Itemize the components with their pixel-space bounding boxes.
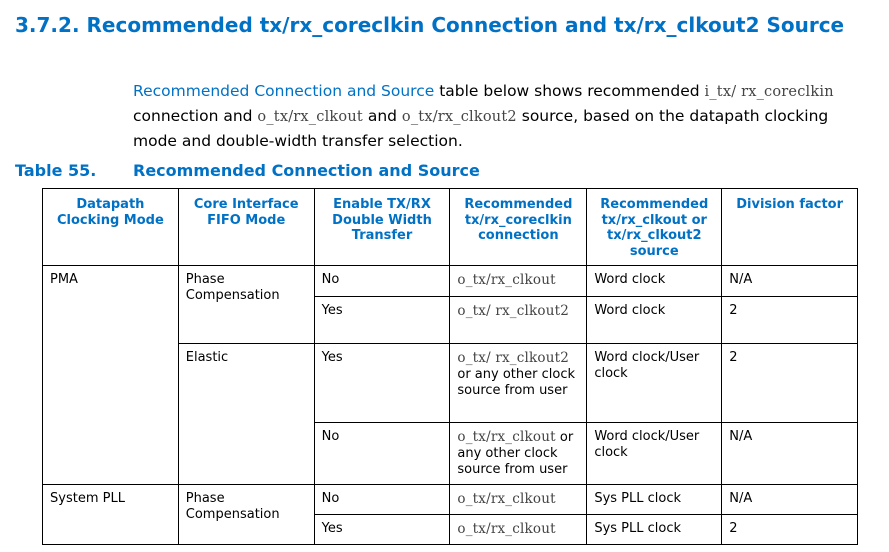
- division-cell: 2: [722, 515, 858, 545]
- intro-text-2: connection and: [133, 107, 258, 125]
- clocking-mode-cell: System PLL: [43, 485, 179, 545]
- clocking-mode-cell: PMA: [43, 266, 179, 485]
- section-title: Recommended tx/rx_coreclkin Connection and tx/rx_clkout2 Source: [86, 13, 845, 37]
- source-cell: Word clock: [587, 297, 722, 344]
- table-caption: [15, 161, 480, 181]
- connection-cell: [450, 515, 587, 545]
- connection-cell: [450, 485, 587, 515]
- connection-code: o_tx/rx_clkout: [457, 491, 556, 507]
- double-width-cell: No: [314, 423, 450, 485]
- double-width-cell: Yes: [314, 515, 450, 545]
- section-number: 3.7.2.: [15, 13, 80, 37]
- double-width-cell: Yes: [314, 344, 450, 423]
- intro-code-clkout2: o_tx/rx_clkout2: [401, 109, 517, 125]
- section-heading: [15, 13, 875, 38]
- connection-cell: [450, 344, 587, 423]
- column-header: Datapath Clocking Mode: [43, 189, 179, 266]
- column-header: Core Interface FIFO Mode: [178, 189, 314, 266]
- intro-paragraph: [133, 79, 873, 153]
- fifo-mode-cell: Phase Compensation: [178, 266, 314, 344]
- connection-code: o_tx/ rx_clkout2: [457, 350, 570, 366]
- fifo-mode-cell: Elastic: [178, 344, 314, 485]
- connection-cell: [450, 423, 587, 485]
- connection-text: or any other clock source from user: [457, 367, 575, 398]
- intro-text-1: table below shows recommended: [434, 82, 705, 100]
- intro-code-clkout: o_tx/rx_clkout: [257, 109, 363, 125]
- table-title: Recommended Connection and Source: [133, 161, 480, 180]
- source-cell: Word clock: [587, 266, 722, 297]
- table-header-row: [43, 189, 858, 266]
- division-cell: N/A: [722, 423, 858, 485]
- division-cell: 2: [722, 297, 858, 344]
- column-header: Division factor: [722, 189, 858, 266]
- table-row: [43, 485, 858, 515]
- division-cell: 2: [722, 344, 858, 423]
- double-width-cell: Yes: [314, 297, 450, 344]
- connection-code: o_tx/rx_clkout: [457, 429, 556, 445]
- connection-cell: [450, 266, 587, 297]
- table-reference-link[interactable]: Recommended Connection and Source: [133, 82, 435, 100]
- intro-text-3: and: [362, 107, 402, 125]
- division-cell: N/A: [722, 485, 858, 515]
- table-number: Table 55.: [15, 161, 97, 180]
- column-header: Enable TX/RX Double Width Transfer: [314, 189, 450, 266]
- connection-code: o_tx/ rx_clkout2: [457, 303, 570, 319]
- connection-text: or any other clock source from user: [457, 430, 574, 477]
- fifo-mode-cell: Phase Compensation: [178, 485, 314, 545]
- connection-code: o_tx/rx_clkout: [457, 521, 556, 537]
- column-header: Recommended tx/rx_clkout or tx/rx_clkout2 source: [587, 189, 722, 266]
- division-cell: N/A: [722, 266, 858, 297]
- connection-cell: [450, 297, 587, 344]
- double-width-cell: No: [314, 485, 450, 515]
- recommended-connection-table: [42, 188, 858, 545]
- source-cell: Sys PLL clock: [587, 485, 722, 515]
- source-cell: Word clock/User clock: [587, 423, 722, 485]
- source-cell: Sys PLL clock: [587, 515, 722, 545]
- double-width-cell: No: [314, 266, 450, 297]
- table-row: [43, 266, 858, 297]
- column-header: Recommended tx/rx_coreclkin connection: [450, 189, 587, 266]
- connection-code: o_tx/rx_clkout: [457, 272, 556, 288]
- intro-code-coreclkin: i_tx/ rx_coreclkin: [704, 84, 834, 100]
- intro-text-4: source, based on the datapath clocking mode and double-width transfer selection.: [133, 107, 829, 150]
- source-cell: Word clock/User clock: [587, 344, 722, 423]
